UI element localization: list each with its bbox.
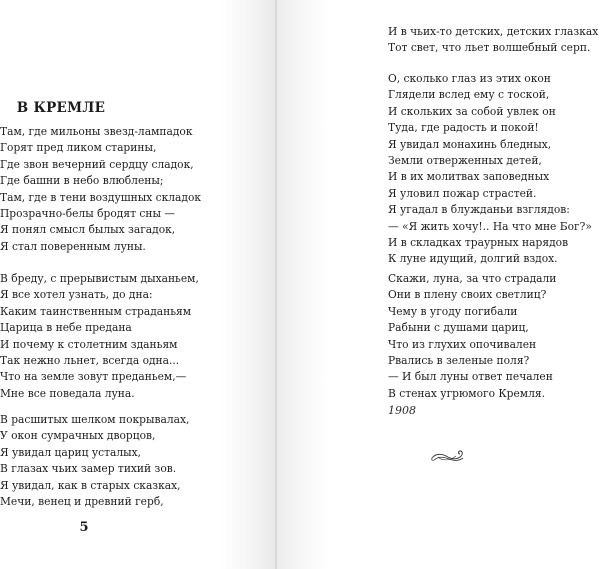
verse-line: Я стал поверенным луны.	[0, 238, 146, 253]
stanza-4	[388, 23, 600, 56]
verse-line: — И был луны ответ печален	[388, 369, 553, 384]
verse-line: Я увидал, как в старых сказках,	[0, 477, 181, 492]
verse-line: Тот свет, что льет волшебный серп.	[388, 40, 591, 55]
verse-line: Царица в небе предана	[0, 320, 132, 335]
verse-line: В бреду, с прерывистым дыханьем,	[0, 271, 199, 285]
verse-line: Земли отверженных детей,	[388, 152, 542, 167]
verse-line: Что на земле зовут преданьем,—	[0, 369, 187, 384]
verse-line: Там, где в тени воздушных складок	[0, 189, 202, 204]
verse-line: Я увидал цариц усталых,	[0, 444, 142, 459]
verse-line: И почему к столетним зданьям	[0, 336, 178, 351]
verse-line: Я уловил пожар страстей.	[388, 185, 537, 200]
verse-line: И в складках траурных нарядов	[388, 234, 569, 249]
verse-line: Что из глухих опочивален	[388, 336, 537, 351]
verse-line: Горят пред ликом старины,	[0, 140, 157, 155]
page-number: 5	[79, 520, 89, 535]
verse-line: Скажи, луна, за что страдали	[388, 271, 557, 285]
verse-line: Туда, где радость и покой!	[388, 120, 539, 135]
poem-title: В КРЕМЛЕ	[16, 100, 106, 116]
stanza-6	[388, 270, 571, 401]
stanza-3	[0, 411, 206, 509]
verse-line: Где башни в небо влюблены;	[0, 173, 164, 188]
verse-line: Рабыни с душами цариц,	[388, 320, 529, 335]
verse-line: Прозрачно-белы бродят сны —	[0, 205, 176, 220]
stanza-5	[388, 70, 600, 267]
right-page	[277, 0, 600, 569]
verse-line: Я увидал монахинь бледных,	[388, 136, 552, 151]
flourish-ornament-icon	[430, 448, 468, 464]
verse-line: В глазах чьих замер тихий зов.	[0, 461, 177, 476]
verse-line: И в чьих-то детских, детских глазках	[388, 24, 599, 38]
verse-line: Там, где мильоны звезд-лампадок	[0, 124, 193, 138]
verse-line: Я угадал в блужданьи взглядов:	[388, 202, 570, 217]
verse-line: И скольких за собой увлек он	[388, 103, 556, 118]
verse-line: Мечи, венец и древний герб,	[0, 493, 164, 508]
verse-line: Чему в угоду погибали	[388, 303, 518, 318]
verse-line: В расшитых шелком покрывалах,	[0, 412, 190, 426]
verse-line: — «Я жить хочу!.. На что мне Бог?»	[388, 218, 592, 233]
verse-line: Я понял смысл былых загадок,	[0, 222, 176, 237]
verse-line: К луне идущий, долгий вздох.	[388, 251, 558, 266]
verse-line: Так нежно льнет, всегда одна...	[0, 352, 180, 367]
poem-date: 1908	[388, 404, 416, 417]
verse-line: Где звон вечерний сердцу сладок,	[0, 156, 194, 171]
verse-line: Каким таинственным страданьям	[0, 303, 192, 318]
verse-line: Мне все поведала луна.	[0, 385, 135, 400]
verse-line: Рвались в зеленые поля?	[388, 352, 530, 367]
stanza-1	[0, 123, 219, 254]
stanza-2	[0, 270, 216, 401]
verse-line: Я все хотел узнать, до дна:	[0, 287, 153, 302]
left-page	[0, 0, 276, 569]
verse-line: Они в плену своих светлиц?	[388, 287, 547, 302]
verse-line: У окон сумрачных дворцов,	[0, 428, 156, 443]
verse-line: Глядели вслед ему с тоской,	[388, 87, 550, 102]
verse-line: И в их молитвах заповедных	[388, 169, 550, 184]
verse-line: В стенах угрюмого Кремля.	[388, 385, 545, 400]
verse-line: О, сколько глаз из этих окон	[388, 71, 551, 85]
